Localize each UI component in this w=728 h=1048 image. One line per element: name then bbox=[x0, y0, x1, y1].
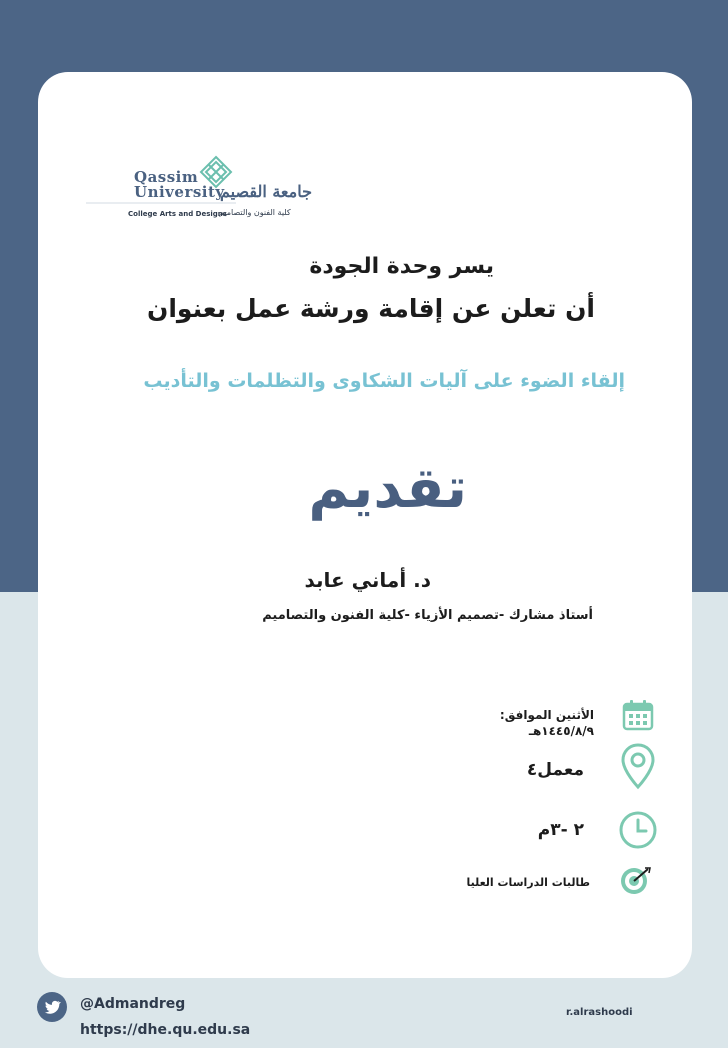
announcement-line2: أن تعلن عن إقامة ورشة عمل بعنوان bbox=[147, 294, 595, 323]
announcement-card bbox=[38, 72, 692, 978]
time: ٢ -٣م bbox=[537, 820, 584, 840]
logo-arabic-name: جامعة القصيم bbox=[220, 182, 312, 201]
workshop-topic: إلقاء الضوء على آليات الشكاوى والتظلمات والتأديب bbox=[143, 370, 625, 392]
logo-college-arabic: كلية الفنون والتصاميم bbox=[219, 208, 291, 217]
calendar-icon bbox=[622, 699, 654, 731]
presenter-title: أستاذ مشارك -تصميم الأزياء -كلية الفنون والتصاميم bbox=[262, 608, 593, 623]
date-label: الأثنين الموافق: bbox=[499, 708, 594, 722]
target-audience: طالبات الدراسات العليا bbox=[466, 876, 590, 889]
location-pin-icon bbox=[620, 742, 656, 790]
logo-english-name: Qassim University bbox=[134, 168, 225, 201]
presenter-name: د. أماني عابد bbox=[304, 568, 431, 592]
twitter-handle[interactable]: @Admandreg bbox=[80, 996, 186, 1012]
designer-credit: r.alrashoodi bbox=[566, 1007, 633, 1018]
clock-icon bbox=[618, 810, 658, 850]
website-link[interactable]: https://dhe.qu.edu.sa bbox=[80, 1022, 251, 1038]
announcement-line1: يسر وحدة الجودة bbox=[309, 254, 494, 279]
logo-college-english: College Arts and Designs bbox=[128, 210, 227, 218]
university-logo bbox=[86, 112, 312, 218]
venue: معمل٤ bbox=[526, 760, 584, 780]
presenting-label: تقديم bbox=[308, 456, 467, 521]
date-value: ١٤٤٥/٨/٩هـ bbox=[528, 724, 594, 738]
twitter-icon[interactable] bbox=[37, 992, 67, 1022]
logo-divider bbox=[86, 202, 236, 204]
target-icon bbox=[616, 866, 652, 896]
